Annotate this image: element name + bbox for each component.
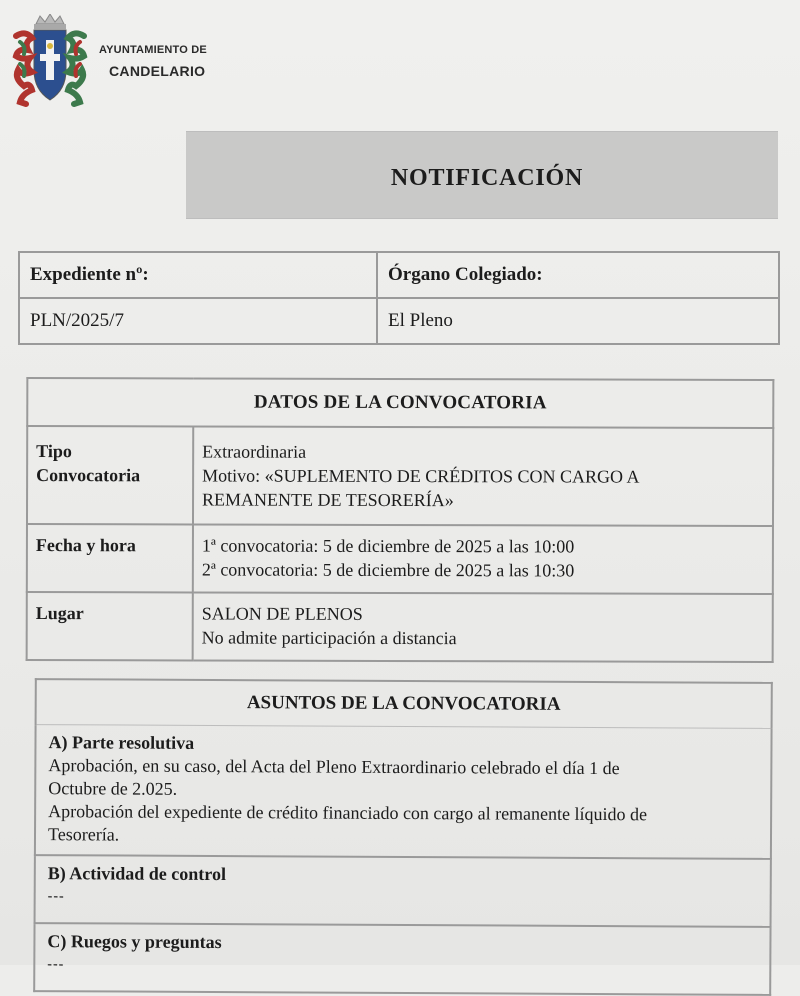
lugar-label: Lugar	[27, 592, 193, 660]
section-a	[35, 725, 772, 859]
section-a-title: A) Parte resolutiva	[48, 732, 195, 753]
section-c-value: ---	[47, 957, 65, 973]
section-c	[34, 923, 770, 995]
tipo-line-3: REMANENTE DE TESORERÍA»	[202, 489, 454, 511]
section-b-value: ---	[47, 889, 65, 905]
section-c-title: C) Ruegos y preguntas	[47, 931, 222, 953]
section-a-line-3: Aprobación del expediente de crédito financiado con cargo al remanente líquido de	[48, 801, 648, 825]
organo-label: Órgano Colegiado:	[377, 252, 779, 298]
fecha-line-2: 2ª convocatoria: 5 de diciembre de 2025 a las 10:30	[201, 559, 575, 581]
expediente-table	[18, 251, 780, 345]
tipo-label-line-1: Tipo	[36, 441, 72, 462]
datos-heading: DATOS DE LA CONVOCATORIA	[27, 378, 773, 428]
tipo-line-2: Motivo: «SUPLEMENTO DE CRÉDITOS CON CARGO A	[202, 465, 640, 487]
expediente-value: PLN/2025/7	[19, 298, 377, 344]
organo-value: El Pleno	[377, 298, 779, 344]
tipo-label	[27, 426, 193, 524]
org-line-1: AYUNTAMIENTO DE	[99, 44, 207, 56]
section-a-line-4: Tesorería.	[47, 824, 120, 845]
tipo-value	[193, 426, 773, 526]
tipo-label-line-2: Convocatoria	[36, 465, 141, 486]
fecha-label: Fecha y hora	[27, 524, 193, 592]
document-title-bar	[186, 131, 778, 219]
organization-name	[99, 44, 207, 79]
asuntos-convocatoria-table	[33, 678, 773, 996]
lugar-line-1: SALON DE PLENOS	[201, 603, 363, 624]
section-b-title: B) Actividad de control	[47, 863, 227, 885]
section-a-line-1: Aprobación, en su caso, del Acta del Pleno Extraordinario celebrado el día 1 de	[48, 755, 620, 779]
org-line-2: CANDELARIO	[109, 63, 206, 79]
expediente-label: Expediente nº:	[19, 252, 377, 298]
lugar-line-2: No admite participación a distancia	[201, 627, 457, 649]
document-title: NOTIFICACIÓN	[390, 164, 584, 191]
tipo-line-1: Extraordinaria	[202, 441, 307, 462]
asuntos-heading: ASUNTOS DE LA CONVOCATORIA	[36, 679, 772, 728]
lugar-value	[193, 592, 773, 662]
datos-convocatoria-table	[26, 377, 775, 663]
section-a-line-2: Octubre de 2.025.	[48, 778, 178, 799]
municipal-crest-icon	[12, 14, 88, 110]
fecha-line-1: 1ª convocatoria: 5 de diciembre de 2025 a las 10:00	[201, 535, 575, 557]
section-b	[35, 855, 771, 927]
fecha-value	[193, 524, 773, 594]
